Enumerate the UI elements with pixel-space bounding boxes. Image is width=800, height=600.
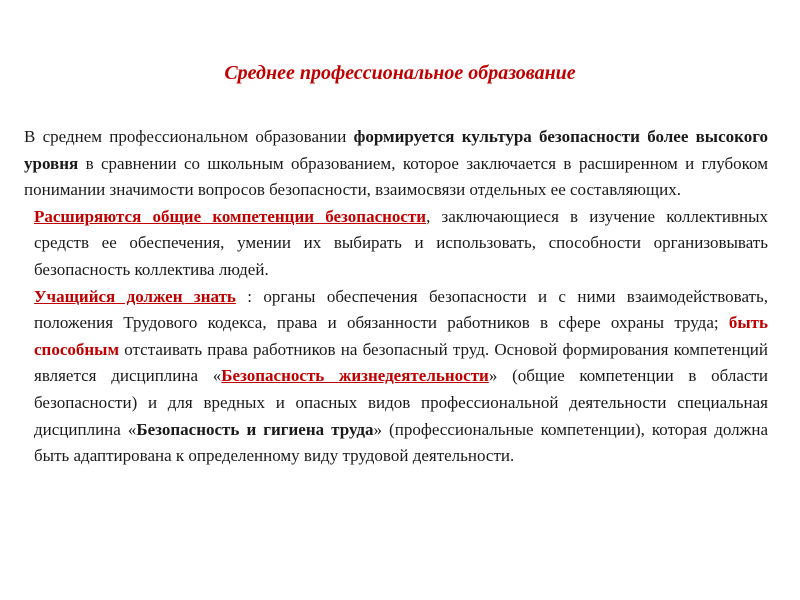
p3-text-4: » (профессиональные компетенции), которая должна быть адаптирована к определенному виду трудовой деятельности. — [34, 419, 768, 466]
p3-text-2: отстаивать права работников на безопасный труд. Основой формирования компетенций является дисциплина « — [34, 339, 768, 386]
paragraph-3 — [24, 284, 768, 470]
p3-highlight-be-able: быть способным — [34, 313, 768, 359]
p2-text: , заключающиеся в изучение коллективных средств ее обеспечения, умении их выбирать и использовать, способности организовывать безопасность коллектива людей. — [34, 206, 768, 279]
p1-bold-phrase: формируется культура безопасности более высокого уровня — [24, 127, 768, 173]
paragraph-1 — [24, 124, 768, 204]
p1-text-2: в сравнении со школьным образованием, которое заключается в расширенном и глубоком понимании значимости вопросов безопасности, взаимосвязи отдельных ее составляющих. — [24, 153, 768, 200]
p3-discipline-safety-hygiene: Безопасность и гигиена труда — [136, 419, 374, 439]
p3-highlight-must-know: Учащийся должен знать — [34, 286, 236, 306]
p3-text-3: » (общие компетенции в области безопасности) и для вредных и опасных видов профессиональной деятельности специальная дисциплина « — [34, 366, 768, 439]
p1-text-1: В среднем профессиональном образовании — [24, 127, 354, 146]
slide-title: Среднее профессиональное образование — [224, 62, 576, 84]
p3-text-1: : органы обеспечения безопасности и с ними взаимодействовать, положения Трудового кодекса, права и обязанности работников в сфере охраны труда; — [34, 286, 768, 333]
slide-body — [24, 124, 768, 470]
p3-discipline-bzh: Безопасность жизнедеятельности — [221, 366, 489, 386]
p2-highlight: Расширяются общие компетенции безопасности — [34, 206, 427, 226]
paragraph-2 — [24, 204, 768, 284]
